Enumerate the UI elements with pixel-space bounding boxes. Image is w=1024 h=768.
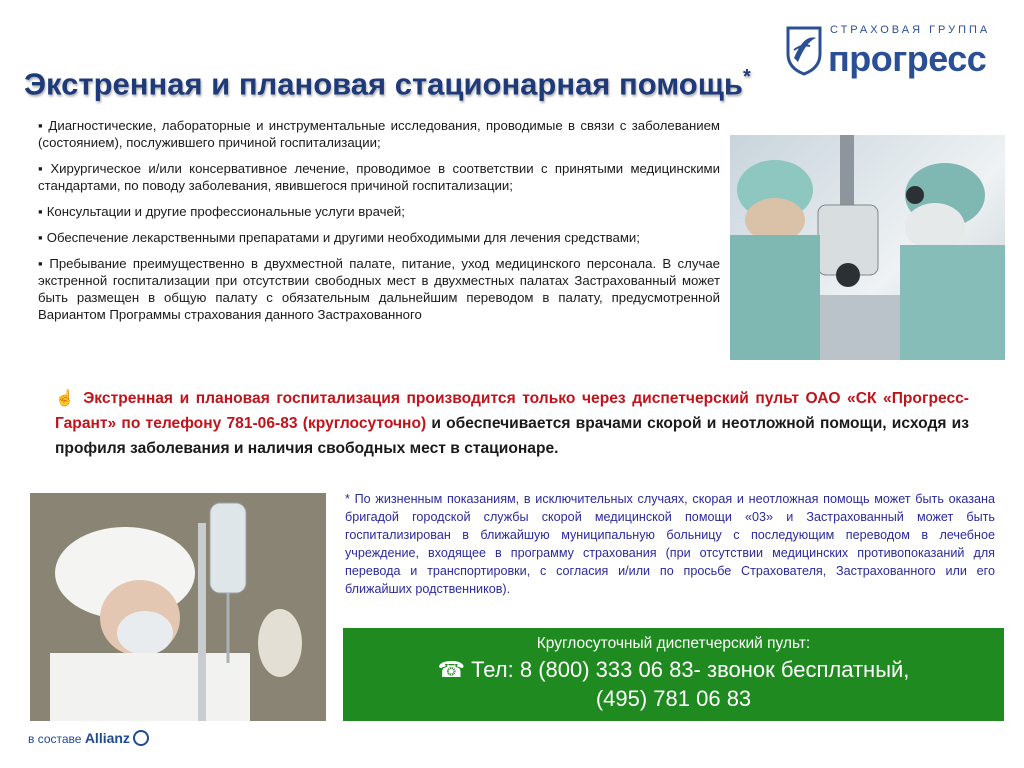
surgery-photo (730, 135, 1005, 360)
bullet-mark: ▪ (38, 161, 47, 176)
list-item-text: Хирургическое и/или консервативное лечение, проводимое в соответствии с принятыми медицинскими стандартами, по поводу заболевания, явившегося причиной госпитализации; (38, 161, 720, 193)
list-item (38, 255, 720, 323)
pointing-hand-icon: ☝ (55, 390, 77, 407)
title-asterisk: * (742, 66, 751, 88)
logo-emblem-icon (784, 24, 824, 76)
list-item (38, 229, 720, 246)
notice-black-text: и обеспечивается врачами скорой и неотложной помощи, исходя из профиля заболевания и наличия свободных мест в стационаре. (55, 415, 969, 457)
footnote: * По жизненным показаниям, в исключительных случаях, скорая и неотложная помощь может быть оказана бригадой городской службы скорой медицинской помощи «03» и Застрахованный может быть госпитализирован в ближайшую муниципальную больницу с последующим переводом в лечебное учреждение, входящее в программу страхования (при отсутствии медицинских противопоказаний для перевода и транспортировки, с согласия и/или по просьбе Страхователя, Застрахованного или его ближайших родственников). (345, 492, 995, 596)
bullet-mark: ▪ (38, 256, 46, 271)
list-item (38, 203, 720, 220)
list-item (38, 160, 720, 194)
bullet-mark: ▪ (38, 204, 43, 219)
nurse-illustration (30, 493, 326, 721)
surgery-illustration (730, 135, 1005, 360)
allianz-logo-icon (133, 730, 149, 746)
logo-name: прогресс (828, 38, 987, 79)
logo-subtitle: СТРАХОВАЯ ГРУППА (830, 24, 991, 36)
bullet-mark: ▪ (38, 118, 45, 133)
callbox-phone-text: Тел: 8 (800) 333 06 83- звонок бесплатный, (471, 657, 910, 682)
list-item-text: Пребывание преимущественно в двухместной палате, питание, уход медицинского персонала. В случае экстренной госпитализации при отсутствии свободных мест в двухместных палатах Застрахованный может быть размещен в общую палату с обязательным дальнейшим переводом в палату, предусмотренной Вариантом Программы страхования данного Застрахованного (38, 256, 720, 322)
callbox-phone-line (343, 657, 1004, 683)
allianz-prefix: в составе (28, 732, 82, 746)
list-item-text: Обеспечение лекарственными препаратами и другими необходимыми для лечения средствами; (46, 230, 640, 245)
hospitalization-notice (55, 386, 969, 461)
callbox-heading: Круглосуточный диспетчерский пульт: (536, 635, 811, 652)
list-item-text: Диагностические, лабораторные и инструментальные исследования, проводимые в связи с заболеванием (состоянием), послужившего причиной госпитализации; (38, 118, 720, 150)
services-list (38, 117, 720, 332)
allianz-badge (28, 730, 149, 746)
page-title-text: Экстренная и плановая стационарная помощь (24, 66, 743, 102)
nurse-photo (30, 493, 326, 721)
dispatch-contact-box (343, 628, 1004, 721)
notice-red-text: Экстренная и плановая госпитализация производится только через диспетчерский пульт ОАО «СК «Прогресс-Гарант» по телефону 781-06-83 (круглосуточно) (55, 390, 969, 432)
callbox-phone-secondary: (495) 781 06 83 (595, 686, 752, 711)
list-item (38, 117, 720, 151)
allianz-brand: Allianz (84, 730, 130, 746)
page-title (24, 66, 751, 102)
company-logo (784, 24, 994, 80)
bullet-mark: ▪ (38, 230, 43, 245)
phone-icon: ☎ (437, 657, 465, 682)
list-item-text: Консультации и другие профессиональные услуги врачей; (46, 204, 405, 219)
